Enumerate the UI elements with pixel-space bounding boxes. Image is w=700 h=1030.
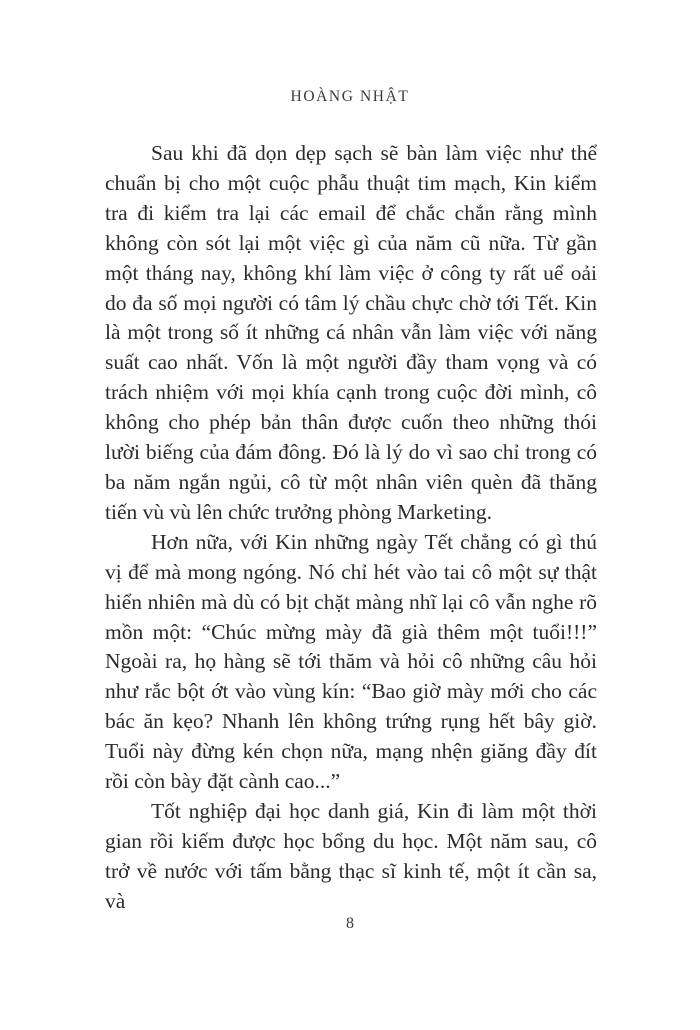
- paragraph: Sau khi đã dọn dẹp sạch sẽ bàn làm việc như thể chuẩn bị cho một cuộc phẫu thuật tim mạch, Kin kiểm tra đi kiểm tra lại các email để chắc chắn rằng mình không còn sót lại một việc gì của năm cũ nữa. Từ gần một tháng nay, không khí làm việc ở công ty rất uể oải do đa số mọi người có tâm lý chầu chực chờ tới Tết. Kin là một trong số ít những cá nhân vẫn làm việc với năng suất cao nhất. Vốn là một người đầy tham vọng và có trách nhiệm với mọi khía cạnh trong cuộc đời mình, cô không cho phép bản thân được cuốn theo những thói lười biếng của đám đông. Đó là lý do vì sao chỉ trong có ba năm ngắn ngủi, cô từ một nhân viên quèn đã thăng tiến vù vù lên chức trưởng phòng Marketing.: [105, 141, 597, 524]
- paragraph: Hơn nữa, với Kin những ngày Tết chẳng có gì thú vị để mà mong ngóng. Nó chỉ hét vào tai cô một sự thật hiển nhiên mà dù có bịt chặt màng nhĩ lại cô vẫn nghe rõ mồn một: “Chúc mừng mày đã già thêm một tuổi!!!” Ngoài ra, họ hàng sẽ tới thăm và hỏi cô những câu hỏi như rắc bột ớt vào vùng kín: “Bao giờ mày mới cho các bác ăn kẹo? Nhanh lên không trứng rụng hết bây giờ. Tuổi này đừng kén chọn nữa, mạng nhện giăng đầy đít rồi còn bày đặt cành cao...”: [105, 529, 597, 794]
- body-text: [105, 139, 597, 917]
- page-number: 8: [346, 915, 354, 932]
- paragraph: Tốt nghiệp đại học danh giá, Kin đi làm một thời gian rồi kiếm được học bổng du học. Một năm sau, cô trở về nước với tấm bằng thạc sĩ kinh tế, một ít cần sa, và: [105, 798, 597, 913]
- running-head: HOÀNG NHẬT: [290, 88, 410, 105]
